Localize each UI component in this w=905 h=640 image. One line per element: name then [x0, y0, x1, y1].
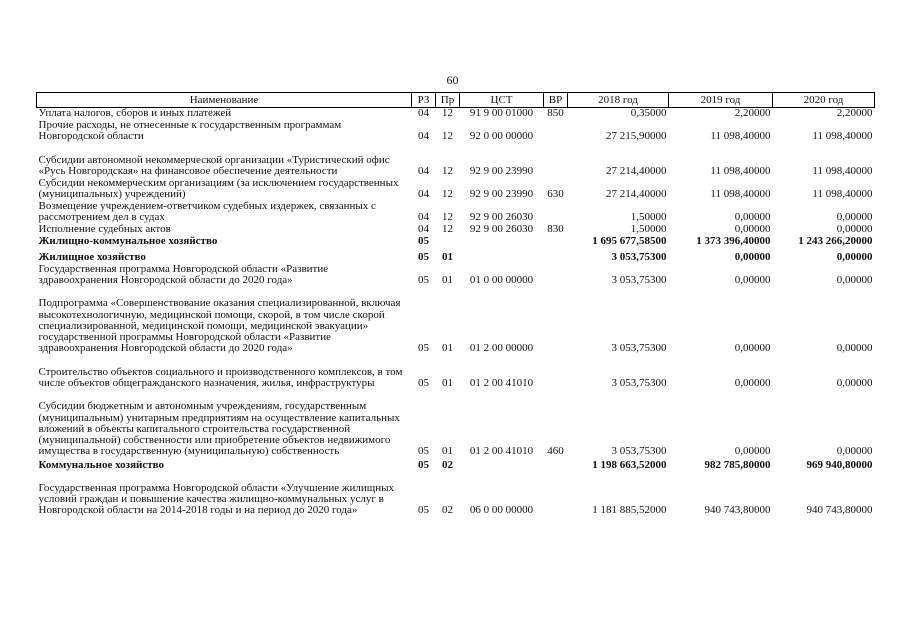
- cell-pr: 12: [442, 223, 453, 236]
- table-header: [37, 93, 875, 108]
- table-row: [37, 248, 875, 264]
- cell-y2019: 0,00000: [734, 223, 771, 236]
- cell-rz: 05: [418, 504, 429, 517]
- cell-pr: 02: [442, 504, 453, 517]
- cell-vr: 460: [547, 445, 564, 458]
- table-row: [37, 143, 875, 178]
- cell-name: Коммунальное хозяйство: [38, 459, 165, 472]
- cell-y2019: 1 373 396,40000: [696, 235, 771, 248]
- table-row: [37, 458, 875, 472]
- cell-name: Государственная программа Новгородской области «Развитие здравоохранения Новгородской области до 2020 года»: [38, 263, 329, 287]
- cell-name: Государственная программа Новгородской области «Улучшение жилищных условий граждан и повышение качества жилищно-коммунальных услуг в Новгородской области на 2014-2018 годы и на период до 2020 года»: [38, 481, 395, 517]
- cell-vr: [544, 248, 568, 264]
- cell-pr: 02: [442, 459, 453, 472]
- cell-rz: 05: [418, 459, 429, 472]
- cell-pr: 01: [442, 377, 453, 390]
- table-row: [37, 178, 875, 201]
- cell-pr: 01: [442, 445, 453, 458]
- cell-cst: 06 0 00 00000: [469, 504, 534, 517]
- cell-y2020: 11 098,40000: [812, 130, 873, 143]
- cell-pr: 12: [442, 130, 453, 143]
- cell-y2018: 1,50000: [630, 223, 667, 236]
- header-rz: РЗ: [412, 93, 436, 108]
- cell-y2020: 940 743,80000: [806, 504, 873, 517]
- cell-y2018: 27 215,90000: [606, 130, 667, 143]
- header-cst: ЦСТ: [460, 93, 544, 108]
- table-row: [37, 355, 875, 390]
- cell-y2018: 0,35000: [630, 107, 667, 120]
- cell-y2018: 3 053,75300: [611, 377, 667, 390]
- cell-vr: [544, 236, 568, 248]
- cell-y2020: 0,00000: [836, 342, 873, 355]
- cell-y2019: 0,00000: [734, 211, 771, 224]
- cell-pr: [436, 236, 460, 248]
- header-vr: ВР: [544, 93, 568, 108]
- table-row: [37, 390, 875, 458]
- cell-pr: 01: [442, 251, 453, 264]
- cell-name: Субсидии автономной некоммерческой организации «Туристический офис «Русь Новгородская» на финансовое обеспечение деятельности: [38, 154, 390, 178]
- header-2019: 2019 год: [669, 93, 773, 108]
- cell-name: Уплата налогов, сборов и иных платежей: [38, 107, 232, 120]
- cell-name: Исполнение судебных актов: [38, 223, 171, 236]
- cell-y2018: 3 053,75300: [611, 342, 667, 355]
- cell-y2018: 1 198 663,52000: [592, 459, 667, 472]
- cell-vr: [544, 355, 568, 390]
- cell-y2018: 1 181 885,52000: [592, 504, 667, 517]
- cell-rz: 05: [418, 445, 429, 458]
- page-number: 60: [446, 73, 459, 87]
- header-2020: 2020 год: [773, 93, 875, 108]
- cell-cst: 92 9 00 26030: [469, 223, 534, 236]
- cell-y2020: 0,00000: [836, 445, 873, 458]
- table-row: [37, 287, 875, 355]
- cell-pr: 01: [442, 342, 453, 355]
- cell-y2019: 0,00000: [734, 251, 771, 264]
- header-pr: Пр: [436, 93, 460, 108]
- cell-y2019: 11 098,40000: [710, 188, 771, 201]
- table-body: [37, 108, 875, 517]
- cell-pr: 12: [442, 107, 453, 120]
- cell-rz: 04: [418, 130, 429, 143]
- cell-name: Жилищно-коммунальное хозяйство: [38, 235, 218, 248]
- cell-y2020: 0,00000: [836, 251, 873, 264]
- cell-vr: [544, 287, 568, 355]
- cell-y2019: 0,00000: [734, 445, 771, 458]
- table-row: [37, 236, 875, 248]
- cell-y2019: 940 743,80000: [704, 504, 771, 517]
- cell-cst: [460, 458, 544, 472]
- cell-cst: 01 0 00 00000: [469, 274, 534, 287]
- cell-y2019: 0,00000: [734, 274, 771, 287]
- cell-pr: 12: [442, 211, 453, 224]
- cell-y2020: 0,00000: [836, 211, 873, 224]
- budget-table: [36, 92, 875, 517]
- cell-cst: 92 9 00 23990: [469, 165, 534, 178]
- cell-y2018: 27 214,40000: [606, 188, 667, 201]
- cell-name: Возмещение учреждением-ответчиком судебных издержек, связанных с рассмотрением дел в судах: [38, 200, 376, 224]
- cell-cst: 01 2 00 00000: [469, 342, 534, 355]
- header-2018: 2018 год: [568, 93, 669, 108]
- table-row: [37, 472, 875, 517]
- cell-name: Строительство объектов социального и производственного комплексов, в том числе объектов общегражданского назначения, жилья, инфраструктуры: [38, 366, 403, 390]
- cell-y2018: 3 053,75300: [611, 274, 667, 287]
- table-row: [37, 264, 875, 287]
- cell-y2020: 1 243 266,20000: [798, 235, 873, 248]
- cell-y2019: 0,00000: [734, 377, 771, 390]
- table-row: [37, 201, 875, 224]
- cell-y2018: 1,50000: [630, 211, 667, 224]
- cell-vr: 630: [547, 188, 564, 201]
- cell-y2018: 3 053,75300: [611, 445, 667, 458]
- cell-y2020: 11 098,40000: [812, 165, 873, 178]
- cell-vr: 850: [547, 107, 564, 120]
- cell-y2020: 0,00000: [836, 274, 873, 287]
- cell-cst: [460, 248, 544, 264]
- cell-cst: [460, 236, 544, 248]
- cell-y2019: 11 098,40000: [710, 130, 771, 143]
- cell-rz: 05: [418, 377, 429, 390]
- cell-vr: [544, 264, 568, 287]
- cell-cst: 92 0 00 00000: [469, 130, 534, 143]
- cell-vr: [544, 120, 568, 143]
- cell-vr: [544, 201, 568, 224]
- cell-y2019: 0,00000: [734, 342, 771, 355]
- cell-cst: 92 9 00 23990: [469, 188, 534, 201]
- table-row: [37, 224, 875, 236]
- cell-y2019: 982 785,80000: [704, 459, 771, 472]
- cell-rz: 05: [418, 342, 429, 355]
- cell-pr: 01: [442, 274, 453, 287]
- cell-y2020: 11 098,40000: [812, 188, 873, 201]
- header-name: Наименование: [37, 93, 412, 108]
- cell-cst: 01 2 00 41010: [469, 377, 534, 390]
- cell-y2020: 2,20000: [836, 107, 873, 120]
- header-row: [37, 93, 875, 108]
- table-row: [37, 108, 875, 120]
- cell-pr: 12: [442, 165, 453, 178]
- cell-name: Подпрограмма «Совершенствование оказания специализированной, включая высокотехнологичную, медицинской помощи, скорой, в том числе скорой специализированной, медицинской помощи, медицинской эвакуации» государственной программы Новгородской области «Развитие здравоохранения Новгородской области до 2020 года»: [38, 297, 401, 355]
- cell-name: Жилищное хозяйство: [38, 251, 146, 264]
- cell-y2018: 27 214,40000: [606, 165, 667, 178]
- cell-y2020: 0,00000: [836, 377, 873, 390]
- cell-rz: 05: [418, 251, 429, 264]
- cell-rz: 04: [418, 223, 429, 236]
- cell-rz: 04: [418, 107, 429, 120]
- cell-rz: 04: [418, 211, 429, 224]
- cell-y2018: 3 053,75300: [611, 251, 667, 264]
- cell-cst: 01 2 00 41010: [469, 445, 534, 458]
- cell-rz: 05: [418, 235, 429, 248]
- cell-name: Субсидии бюджетным и автономным учреждениям, государственным (муниципальным) унитарным предприятиям на осуществление капитальных вложений в объекты капитального строительства государственной (муниципальной) собственности или приобретение объектов недвижимого имущества в государственную (муниципальную) собственность: [38, 400, 400, 458]
- cell-y2020: 0,00000: [836, 223, 873, 236]
- cell-rz: 04: [418, 188, 429, 201]
- cell-rz: 05: [418, 274, 429, 287]
- cell-vr: 830: [547, 223, 564, 236]
- cell-y2019: 2,20000: [734, 107, 771, 120]
- cell-y2018: 1 695 677,58500: [592, 235, 667, 248]
- cell-y2019: 11 098,40000: [710, 165, 771, 178]
- cell-cst: 92 9 00 26030: [469, 211, 534, 224]
- cell-vr: [544, 472, 568, 517]
- cell-vr: [544, 143, 568, 178]
- cell-name: Прочие расходы, не отнесенные к государственным программам Новгородской области: [38, 119, 342, 143]
- cell-name: Субсидии некоммерческим организациям (за исключением государственных (муниципальных) учреждений): [38, 177, 399, 201]
- cell-cst: 91 9 00 01000: [469, 107, 534, 120]
- cell-vr: [544, 458, 568, 472]
- cell-y2020: 969 940,80000: [806, 459, 873, 472]
- cell-pr: 12: [442, 188, 453, 201]
- table-row: [37, 120, 875, 143]
- cell-rz: 04: [418, 165, 429, 178]
